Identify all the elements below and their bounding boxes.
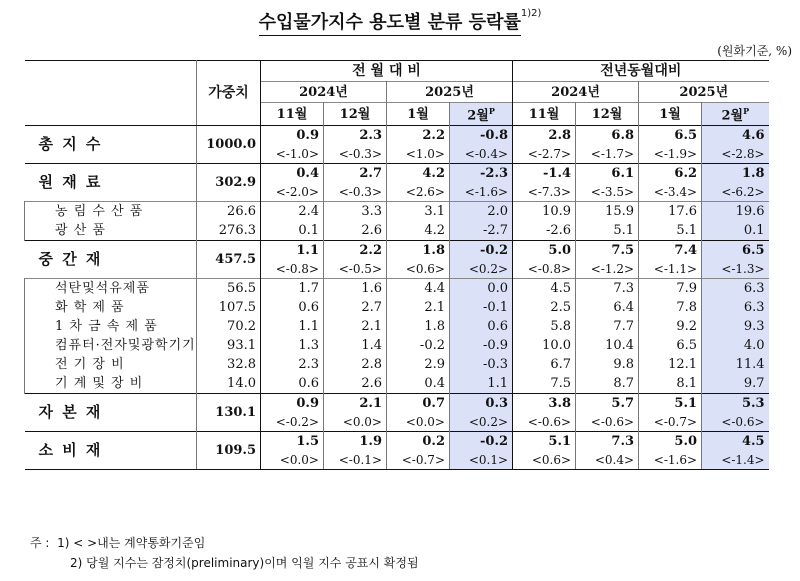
value-cell: 7.9 (639, 279, 702, 299)
value-cell: 7.8 (639, 298, 702, 317)
contract-value-cell: <0.2> (450, 260, 513, 279)
value-cell: 1.8 (702, 164, 769, 184)
header-yoy: 전년동월대비 (513, 61, 769, 82)
value-cell: -0.9 (450, 336, 513, 355)
price-index-table (24, 60, 769, 470)
contract-value-cell: <-1.7> (576, 145, 639, 164)
contract-value-cell: <0.2> (450, 413, 513, 432)
header-mom-2025: 2025년 (387, 82, 513, 103)
value-cell: 5.8 (513, 317, 576, 336)
value-cell: 6.8 (576, 126, 639, 146)
value-cell: 5.7 (576, 394, 639, 414)
header-mom-feb: 2월$^P$ (450, 103, 513, 126)
header-mom-2024: 2024년 (261, 82, 387, 103)
contract-value-cell: <-0.7> (639, 413, 702, 432)
value-cell: 1.9 (324, 432, 387, 452)
contract-value-cell: <-1.0> (261, 145, 324, 164)
row-weight: 70.2 (197, 317, 261, 336)
contract-value-cell: <-0.5> (324, 260, 387, 279)
value-cell: 2.1 (387, 298, 450, 317)
row-weight: 26.6 (197, 202, 261, 222)
value-cell: 7.3 (576, 432, 639, 452)
category-row (25, 394, 769, 414)
row-label-text: 석탄및석유제품 (55, 281, 150, 296)
row-label (25, 164, 197, 202)
row-label (25, 202, 197, 222)
value-cell: 4.2 (387, 221, 450, 241)
row-label (25, 221, 197, 241)
value-cell: 8.7 (576, 374, 639, 394)
row-label-text: 1 차 금 속 제 품 (55, 319, 158, 334)
value-cell: 2.8 (324, 355, 387, 374)
value-cell: 2.8 (513, 126, 576, 146)
value-cell: 3.3 (324, 202, 387, 222)
row-label-text: 소 비 재 (38, 441, 103, 459)
contract-value-cell: <-0.2> (261, 413, 324, 432)
row-weight: 14.0 (197, 374, 261, 394)
header-mom-nov: 11월 (261, 103, 324, 126)
value-cell: 6.4 (576, 298, 639, 317)
contract-value-cell: <-1.2> (576, 260, 639, 279)
contract-value-cell: <-0.7> (387, 451, 450, 470)
value-cell: -0.8 (450, 126, 513, 146)
value-cell: 15.9 (576, 202, 639, 222)
row-label-text: 원 재 료 (38, 173, 103, 191)
value-cell: -2.7 (450, 221, 513, 241)
value-cell: 10.0 (513, 336, 576, 355)
subcategory-row (25, 221, 769, 241)
value-cell: 4.5 (513, 279, 576, 299)
header-yoy-nov: 11월 (513, 103, 576, 126)
value-cell: 2.6 (324, 221, 387, 241)
header-yoy-2024: 2024년 (513, 82, 639, 103)
value-cell: 0.2 (387, 432, 450, 452)
contract-value-cell: <-0.8> (261, 260, 324, 279)
row-label (25, 279, 197, 299)
contract-value-cell: <0.0> (261, 451, 324, 470)
contract-value-cell: <-0.4> (450, 145, 513, 164)
subcategory-row (25, 279, 769, 299)
row-label (25, 126, 197, 164)
value-cell: 9.8 (576, 355, 639, 374)
value-cell: 12.1 (639, 355, 702, 374)
value-cell: 4.6 (702, 126, 769, 146)
value-cell: 10.9 (513, 202, 576, 222)
row-label (25, 432, 197, 470)
value-cell: -1.4 (513, 164, 576, 184)
contract-value-cell: <1.0> (387, 145, 450, 164)
row-label-text: 전 기 장 비 (55, 357, 125, 372)
row-label-text: 화 학 제 품 (55, 300, 125, 315)
value-cell: -2.3 (450, 164, 513, 184)
header-yoy-dec: 12월 (576, 103, 639, 126)
note-1: 1) < >내는 계약통화기준임 (57, 536, 206, 550)
title-text: 수입물가지수 용도별 분류 등락률 (259, 12, 521, 36)
contract-value-cell: <-0.8> (513, 260, 576, 279)
contract-value-cell: <-0.1> (324, 451, 387, 470)
contract-value-cell: <-2.0> (261, 183, 324, 202)
contract-value-cell: <-0.6> (576, 413, 639, 432)
value-cell: 4.4 (387, 279, 450, 299)
contract-value-cell: <2.6> (387, 183, 450, 202)
value-cell: 17.6 (639, 202, 702, 222)
value-cell: 6.1 (576, 164, 639, 184)
value-cell: 2.7 (324, 164, 387, 184)
value-cell: 6.5 (639, 336, 702, 355)
contract-value-cell: <-1.9> (639, 145, 702, 164)
value-cell: 7.5 (513, 374, 576, 394)
value-cell: 1.8 (387, 241, 450, 261)
row-label-text: 광 산 품 (55, 223, 106, 238)
value-cell: 10.4 (576, 336, 639, 355)
category-row (25, 126, 769, 146)
notes-prefix: 주 : (30, 536, 50, 550)
contract-value-cell: <0.0> (324, 413, 387, 432)
row-weight: 93.1 (197, 336, 261, 355)
value-cell: 11.4 (702, 355, 769, 374)
contract-value-cell: <-3.4> (639, 183, 702, 202)
value-cell: 2.0 (450, 202, 513, 222)
value-cell: 5.0 (639, 432, 702, 452)
contract-value-cell: <-2.8> (702, 145, 769, 164)
subcategory-row (25, 374, 769, 394)
row-label-text: 농 림 수 산 품 (55, 204, 144, 219)
value-cell: 1.6 (324, 279, 387, 299)
value-cell: 19.6 (702, 202, 769, 222)
value-cell: 6.5 (702, 241, 769, 261)
contract-value-cell: <0.1> (450, 451, 513, 470)
value-cell: 6.5 (639, 126, 702, 146)
value-cell: 0.7 (387, 394, 450, 414)
value-cell: -0.3 (450, 355, 513, 374)
value-cell: 1.1 (261, 317, 324, 336)
value-cell: 9.2 (639, 317, 702, 336)
row-label (25, 298, 197, 317)
value-cell: 0.6 (450, 317, 513, 336)
value-cell: 6.7 (513, 355, 576, 374)
row-weight: 107.5 (197, 298, 261, 317)
subcategory-row (25, 355, 769, 374)
value-cell: 5.1 (639, 394, 702, 414)
value-cell: 9.3 (702, 317, 769, 336)
category-row (25, 241, 769, 261)
value-cell: 2.2 (324, 241, 387, 261)
row-weight: 32.8 (197, 355, 261, 374)
unit-label: (원화기준, %) (717, 44, 792, 58)
header-weight: 가중치 (197, 61, 261, 126)
footnotes (30, 533, 419, 573)
header-mom-dec: 12월 (324, 103, 387, 126)
value-cell: 8.1 (639, 374, 702, 394)
value-cell: 5.0 (513, 241, 576, 261)
row-weight: 276.3 (197, 221, 261, 241)
contract-value-cell: <-7.3> (513, 183, 576, 202)
value-cell: -2.6 (513, 221, 576, 241)
value-cell: -0.2 (450, 432, 513, 452)
value-cell: 5.1 (639, 221, 702, 241)
contract-value-cell: <-1.4> (702, 451, 769, 470)
header-mom-jan: 1월 (387, 103, 450, 126)
contract-value-cell: <-1.6> (639, 451, 702, 470)
title-footnote-ref: 1)2) (520, 8, 542, 19)
value-cell: 7.3 (576, 279, 639, 299)
contract-value-cell: <-1.1> (639, 260, 702, 279)
value-cell: 2.2 (387, 126, 450, 146)
value-cell: 3.8 (513, 394, 576, 414)
row-label (25, 241, 197, 279)
subcategory-row (25, 202, 769, 222)
value-cell: 6.3 (702, 279, 769, 299)
header-yoy-jan: 1월 (639, 103, 702, 126)
row-weight: 1000.0 (197, 126, 261, 164)
value-cell: 0.3 (450, 394, 513, 414)
contract-value-cell: <-6.2> (702, 183, 769, 202)
contract-value-cell: <-2.7> (513, 145, 576, 164)
value-cell: 3.1 (387, 202, 450, 222)
value-cell: 1.7 (261, 279, 324, 299)
value-cell: 6.2 (639, 164, 702, 184)
value-cell: 0.1 (702, 221, 769, 241)
value-cell: 2.1 (324, 394, 387, 414)
contract-value-cell: <0.0> (387, 413, 450, 432)
row-label-text: 자 본 재 (38, 403, 103, 421)
value-cell: 0.4 (261, 164, 324, 184)
value-cell: 7.5 (576, 241, 639, 261)
contract-value-cell: <-0.6> (513, 413, 576, 432)
row-weight: 302.9 (197, 164, 261, 202)
contract-value-cell: <0.6> (513, 451, 576, 470)
value-cell: 2.5 (513, 298, 576, 317)
contract-value-cell: <-0.3> (324, 145, 387, 164)
value-cell: 2.1 (324, 317, 387, 336)
page-title (0, 8, 800, 34)
value-cell: 4.0 (702, 336, 769, 355)
row-label-text: 중 간 재 (38, 250, 103, 268)
value-cell: 1.3 (261, 336, 324, 355)
row-label-text: 기 계 및 장 비 (55, 376, 144, 391)
contract-value-cell: <-0.3> (324, 183, 387, 202)
row-label (25, 336, 197, 355)
value-cell: 1.4 (324, 336, 387, 355)
value-cell: -0.2 (387, 336, 450, 355)
value-cell: 2.3 (261, 355, 324, 374)
row-weight: 457.5 (197, 241, 261, 279)
header-yoy-feb: 2월$^P$ (702, 103, 769, 126)
value-cell: 0.9 (261, 394, 324, 414)
header-mom: 전 월 대 비 (261, 61, 513, 82)
row-weight: 109.5 (197, 432, 261, 470)
value-cell: 0.9 (261, 126, 324, 146)
value-cell: 2.7 (324, 298, 387, 317)
contract-value-cell: <-0.6> (702, 413, 769, 432)
row-label-text: 총 지 수 (38, 135, 103, 153)
value-cell: 1.5 (261, 432, 324, 452)
row-weight: 56.5 (197, 279, 261, 299)
value-cell: 7.4 (639, 241, 702, 261)
value-cell: 1.1 (450, 374, 513, 394)
subcategory-row (25, 336, 769, 355)
category-row (25, 164, 769, 184)
subcategory-row (25, 298, 769, 317)
value-cell: 5.1 (513, 432, 576, 452)
row-label-text: 컴퓨터·전자및광학기기 (55, 338, 196, 353)
note-2: 2) 당월 지수는 잠정치(preliminary)이며 익월 지수 공표시 확정됨 (70, 556, 419, 570)
value-cell: 0.1 (261, 221, 324, 241)
value-cell: 4.5 (702, 432, 769, 452)
contract-value-cell: <0.6> (387, 260, 450, 279)
value-cell: -0.2 (450, 241, 513, 261)
value-cell: 5.1 (576, 221, 639, 241)
contract-value-cell: <-1.6> (450, 183, 513, 202)
value-cell: 2.6 (324, 374, 387, 394)
value-cell: 2.9 (387, 355, 450, 374)
value-cell: 0.4 (387, 374, 450, 394)
value-cell: 2.3 (324, 126, 387, 146)
value-cell: 2.4 (261, 202, 324, 222)
row-label (25, 394, 197, 432)
value-cell: 1.8 (387, 317, 450, 336)
contract-value-cell: <-3.5> (576, 183, 639, 202)
row-weight: 130.1 (197, 394, 261, 432)
value-cell: -0.1 (450, 298, 513, 317)
value-cell: 7.7 (576, 317, 639, 336)
value-cell: 5.3 (702, 394, 769, 414)
value-cell: 6.3 (702, 298, 769, 317)
value-cell: 0.6 (261, 298, 324, 317)
category-row (25, 432, 769, 452)
row-label (25, 317, 197, 336)
value-cell: 0.6 (261, 374, 324, 394)
value-cell: 4.2 (387, 164, 450, 184)
row-label (25, 374, 197, 394)
header-yoy-2025: 2025년 (639, 82, 769, 103)
value-cell: 0.0 (450, 279, 513, 299)
subcategory-row (25, 317, 769, 336)
contract-value-cell: <0.4> (576, 451, 639, 470)
contract-value-cell: <-1.3> (702, 260, 769, 279)
value-cell: 9.7 (702, 374, 769, 394)
row-label (25, 355, 197, 374)
value-cell: 1.1 (261, 241, 324, 261)
